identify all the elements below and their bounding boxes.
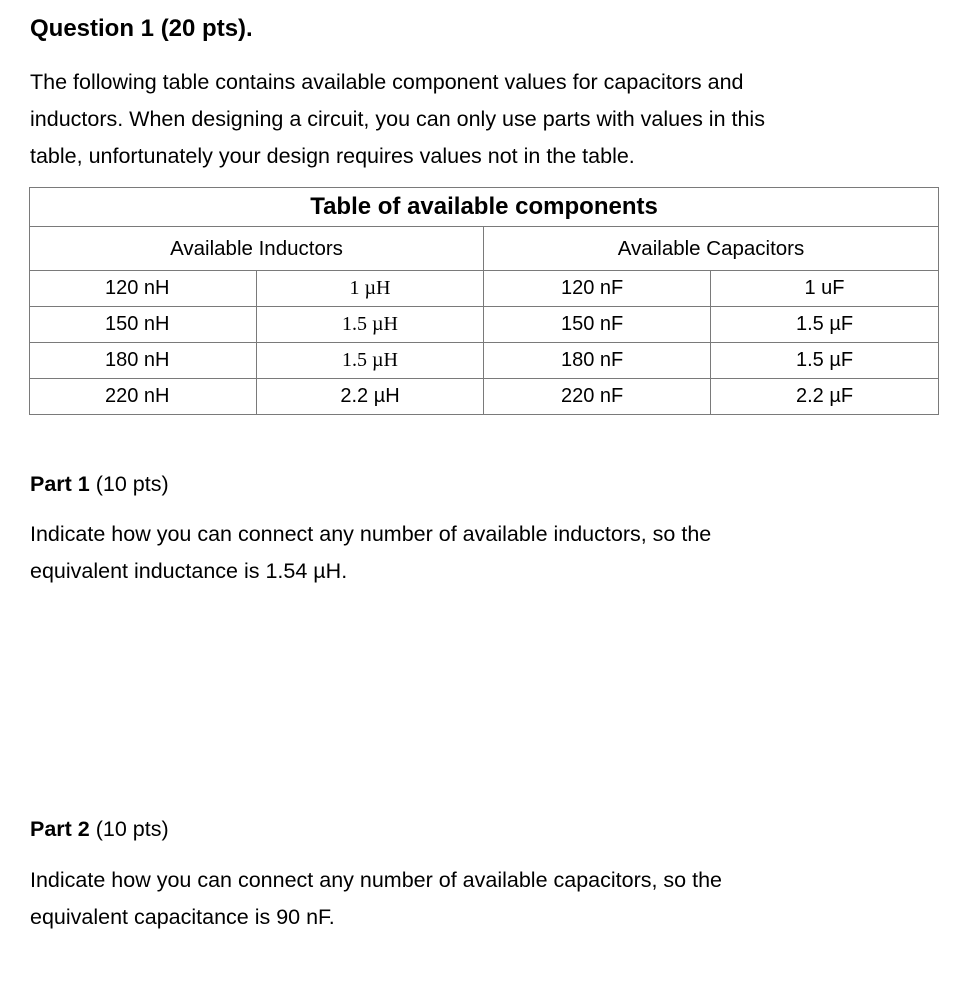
part1-instructions (30, 516, 930, 590)
table-row (30, 379, 939, 415)
part2-line: equivalent capacitance is 90 nF. (30, 905, 335, 929)
capacitor-uf-cell: 2.2 µF (711, 379, 939, 415)
capacitor-nf-cell: 120 nF (484, 271, 711, 307)
capacitor-nf-cell: 180 nF (484, 343, 711, 379)
part1-heading (30, 469, 169, 499)
part2-instructions (30, 862, 930, 936)
capacitors-header: Available Capacitors (484, 227, 939, 271)
part2-points: (10 pts) (89, 817, 169, 841)
inductor-uh-cell: 1 µH (257, 271, 484, 307)
table-row (30, 343, 939, 379)
inductor-nh-cell: 220 nH (30, 379, 257, 415)
intro-line: table, unfortunately your design requires values not in the table. (30, 144, 635, 168)
intro-paragraph (30, 64, 930, 175)
part1-line: equivalent inductance is 1.54 µH. (30, 559, 348, 583)
part2-line: Indicate how you can connect any number of available capacitors, so the (30, 868, 722, 892)
capacitor-nf-cell: 150 nF (484, 307, 711, 343)
intro-line: inductors. When designing a circuit, you can only use parts with values in this (30, 107, 765, 131)
capacitor-uf-cell: 1.5 µF (711, 343, 939, 379)
inductor-nh-cell: 150 nH (30, 307, 257, 343)
table-row (30, 307, 939, 343)
components-table-wrapper (29, 187, 938, 415)
question-title: Question 1 (20 pts). (30, 15, 253, 42)
part1-points: (10 pts) (89, 472, 169, 496)
capacitor-uf-cell: 1.5 µF (711, 307, 939, 343)
inductors-header: Available Inductors (30, 227, 484, 271)
capacitor-nf-cell: 220 nF (484, 379, 711, 415)
inductor-nh-cell: 180 nH (30, 343, 257, 379)
table-row (30, 271, 939, 307)
components-table (29, 187, 939, 415)
part1-line: Indicate how you can connect any number of available inductors, so the (30, 522, 712, 546)
intro-line: The following table contains available component values for capacitors and (30, 70, 744, 94)
table-caption: Table of available components (30, 188, 939, 227)
inductor-uh-cell: 1.5 µH (257, 307, 484, 343)
inductor-nh-cell: 120 nH (30, 271, 257, 307)
inductor-uh-cell: 2.2 µH (257, 379, 484, 415)
part2-heading (30, 814, 169, 844)
part2-label: Part 2 (30, 817, 90, 841)
capacitor-uf-cell: 1 uF (711, 271, 939, 307)
inductor-uh-cell: 1.5 µH (257, 343, 484, 379)
part1-label: Part 1 (30, 472, 90, 496)
